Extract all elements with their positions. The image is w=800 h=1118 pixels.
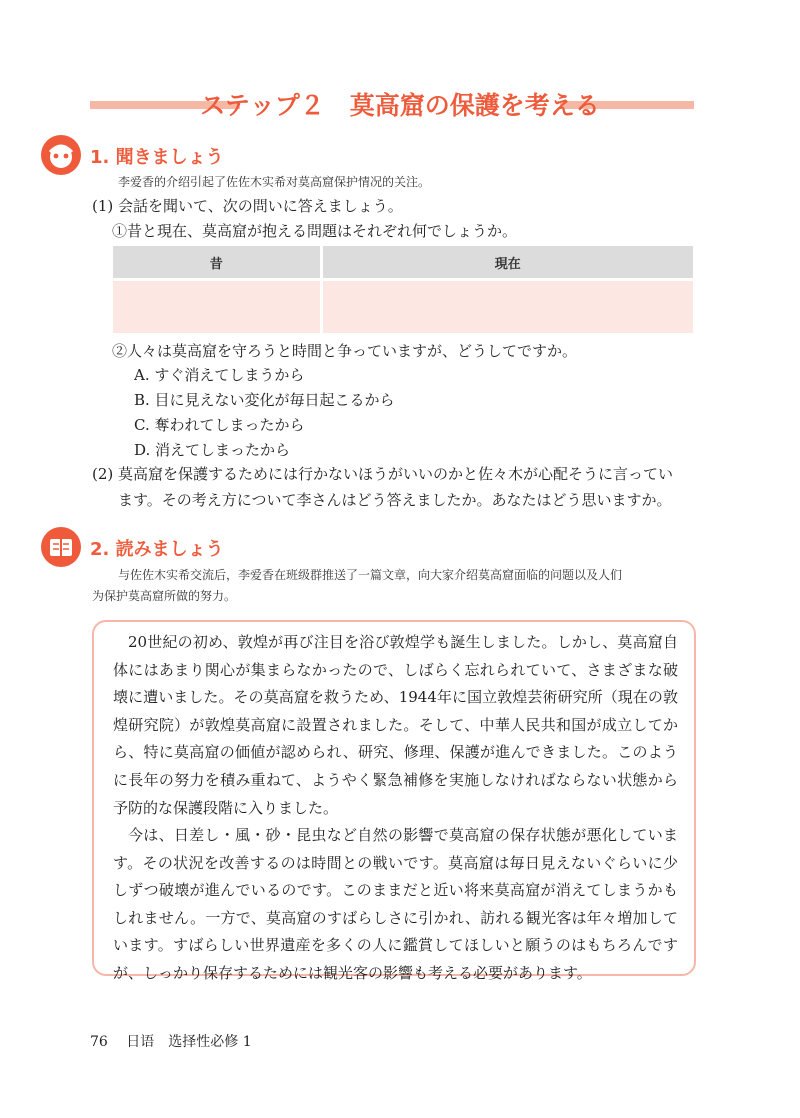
reading-paragraph-1: 20世紀の初め、敦煌が再び注目を浴び敦煌学も誕生しました。しかし、莫高窟自体にはあまり関心が集まらなかったので、しばらく忘れられていて、さまざまな破壊に遭いました。その莫高窟を救うため、1944年に国立敦煌芸術研究所（現在の敦煌研究院）が敦煌莫高窟に設置されました。そして、中華人民共和国が成立してから、特に莫高窟の価値が認められ、研究、修理、保護が進んできました。このように長年の努力を積み重ねて、ようやく緊急補修を実施しなければならない状態から予防的な保護段階に入りました。: [113, 633, 678, 817]
option-b[interactable]: B. 目に見えない変化が毎日起こるから: [134, 391, 395, 409]
question-1a: ①昔と現在、莫高窟が抱える問題はそれぞれ何でしょうか。: [112, 222, 518, 240]
option-a[interactable]: A. すぐ消えてしまうから: [134, 366, 305, 384]
book-face-icon: [41, 527, 81, 567]
section2-intro-line1: 与佐佐木实希交流后，李爱香在班级群推送了一篇文章，向大家介绍莫高窟面临的问题以及人们: [118, 568, 623, 582]
section1-intro: 李爱香的介绍引起了佐佐木实希对莫高窟保护情况的关注。: [118, 175, 431, 189]
table-header-present: 現在: [321, 246, 693, 280]
option-d[interactable]: D. 消えてしまったから: [134, 441, 291, 459]
option-c[interactable]: C. 奪われてしまったから: [134, 416, 305, 434]
question-1b: ②人々は莫高窟を守ろうと時間と争っていますが、どうしてですか。: [112, 342, 578, 360]
question-2-line2: ます。その考え方について李さんはどう答えましたか。あなたはどう思いますか。: [118, 491, 672, 509]
section1-heading: 1. 聞きましょう: [90, 147, 224, 168]
question-1: (1) 会話を聞いて、次の問いに答えましょう。: [92, 197, 403, 215]
section2-heading: 2. 読みましょう: [90, 539, 224, 560]
answer-cell-present[interactable]: [321, 280, 693, 334]
section2-intro-line2: 为保护莫高窟所做的努力。: [92, 589, 237, 603]
answer-cell-past[interactable]: [113, 280, 321, 334]
page-footer: [90, 1031, 252, 1051]
answer-table: [113, 246, 693, 333]
question-2-line1: (2) 莫高窟を保護するためには行かないほうがいいのかと佐々木が心配そうに言ってい: [92, 465, 674, 483]
reading-paragraph-2: 今は、日差し・風・砂・昆虫など自然の影響で莫高窟の保存状態が悪化しています。その状況を改善するのは時間との戦いです。莫高窟は毎日見えないぐらいに少しずつ破壊が進んでいるのです。このままだと近い将来莫高窟が消えてしまうかもしれません。一方で、莫高窟のすばらしさに引かれ、訪れる観光客は年々増加しています。すばらしい世界遺産を多くの人に鑑賞してほしいと願うのはもちろんですが、しっかり保存するためには観光客の影響も考える必要があります。: [113, 826, 678, 982]
ear-face-icon: [41, 135, 81, 175]
page-title: ステップ２ 莫高窟の保護を考える: [200, 91, 600, 120]
page-number: 76: [90, 1034, 108, 1050]
table-header-past: 昔: [113, 246, 321, 280]
book-title: 日语 选择性必修 1: [126, 1034, 252, 1050]
